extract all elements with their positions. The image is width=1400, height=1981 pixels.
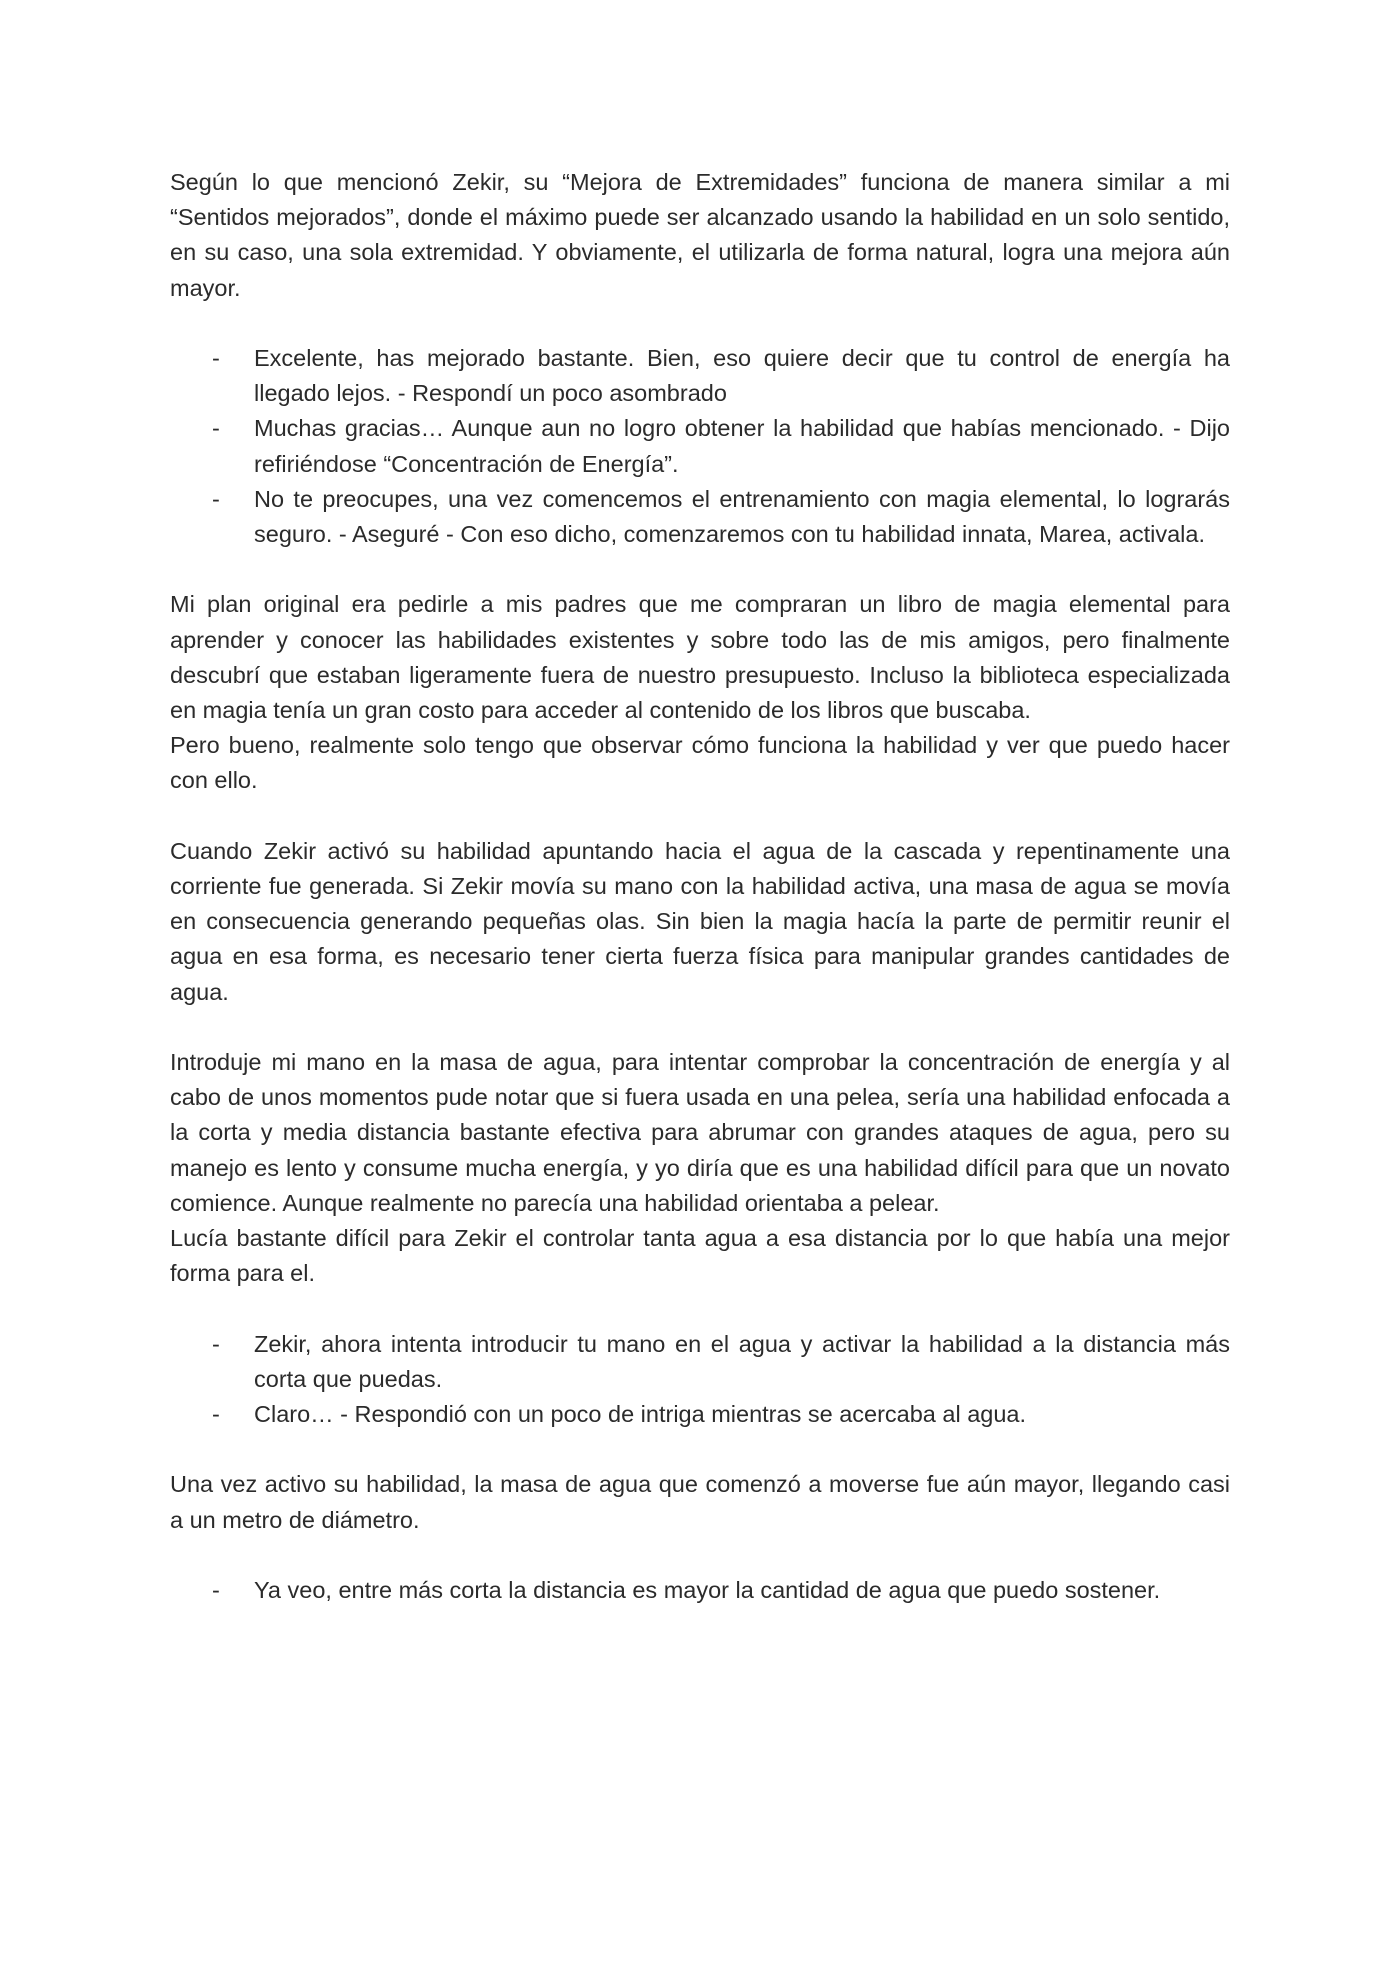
dash-marker: - [212,415,220,442]
paragraph-spacer [170,306,1230,341]
dialogue-list [170,1327,1230,1433]
dialogue-text: No te preocupes, una vez comencemos el entrenamiento con magia elemental, lo lograrás seguro. - Aseguré - Con eso dicho, comenzaremos con tu habilidad innata, Marea, activala. [254,485,1230,548]
dialogue-line [170,1327,1230,1397]
paragraph-spacer [170,552,1230,587]
paragraph: Una vez activo su habilidad, la masa de agua que comenzó a moverse fue aún mayor, llegando casi a un metro de diámetro. [170,1471,1230,1533]
dash-marker: - [212,485,220,512]
dialogue-text: Claro… - Respondió con un poco de intriga mientras se acercaba al agua. [254,1401,1027,1428]
paragraph: Introduje mi mano en la masa de agua, para intentar comprobar la concentración de energía y al cabo de unos momentos pude notar que si fuera usada en una pelea, sería una habilidad enfocada a la corta y media distancia bastante efectiva para abrumar con grandes ataques de agua, pero su manejo es lento y consume mucha energía, y yo diría que es una habilidad difícil para que un novato comience. Aunque realmente no parecía una habilidad orientaba a pelear. [170,1049,1230,1216]
dialogue-text: Zekir, ahora intenta introducir tu mano en el agua y activar la habilidad a la distancia más corta que puedas. [254,1330,1230,1392]
paragraph-spacer [170,1010,1230,1045]
dialogue-line [170,482,1230,552]
dialogue-line [170,341,1230,411]
dash-marker: - [212,1330,220,1357]
dialogue-list [170,1573,1230,1608]
paragraph: Según lo que mencionó Zekir, su “Mejora de Extremidades” funciona de manera similar a mi “Sentidos mejorados”, donde el máximo puede ser alcanzado usando la habilidad en un solo sentido, en su caso, una sola extremidad. Y obviamente, el utilizarla de forma natural, logra una mejora aún mayor. [170,169,1230,301]
dialogue-list [170,341,1230,552]
dash-marker: - [212,1401,220,1428]
dialogue-line [170,1573,1230,1608]
dialogue-text: Muchas gracias… Aunque aun no logro obtener la habilidad que habías mencionado. - Dijo refiriéndose “Concentración de Energía”. [254,415,1230,477]
paragraph-spacer [170,799,1230,834]
document-page [170,165,1230,1608]
paragraph-spacer [170,1538,1230,1573]
paragraph: Lucía bastante difícil para Zekir el controlar tanta agua a esa distancia por lo que había una mejor forma para el. [170,1225,1230,1287]
dialogue-text: Excelente, has mejorado bastante. Bien, eso quiere decir que tu control de energía ha llegado lejos. - Respondí un poco asombrado [254,345,1230,407]
dash-marker: - [212,345,220,371]
dialogue-text: Ya veo, entre más corta la distancia es mayor la cantidad de agua que puedo sostener. [254,1577,1161,1604]
paragraph: Pero bueno, realmente solo tengo que observar cómo funciona la habilidad y ver que puedo hacer con ello. [170,732,1230,794]
paragraph-spacer [170,1432,1230,1467]
dialogue-line [170,1397,1230,1432]
paragraph: Cuando Zekir activó su habilidad apuntando hacia el agua de la cascada y repentinamente una corriente fue generada. Si Zekir movía su mano con la habilidad activa, una masa de agua se movía en consecuencia generando pequeñas olas. Sin bien la magia hacía la parte de permitir reunir el agua en esa forma, es necesario tener cierta fuerza física para manipular grandes cantidades de agua. [170,837,1230,1005]
paragraph-spacer [170,1291,1230,1326]
dash-marker: - [212,1577,220,1604]
dialogue-line [170,411,1230,481]
paragraph: Mi plan original era pedirle a mis padres que me compraran un libro de magia elemental para aprender y conocer las habilidades existentes y sobre todo las de mis amigos, pero finalmente descubrí que estaban ligeramente fuera de nuestro presupuesto. Incluso la biblioteca especializada en magia tenía un gran costo para acceder al contenido de los libros que buscaba. [170,591,1230,724]
